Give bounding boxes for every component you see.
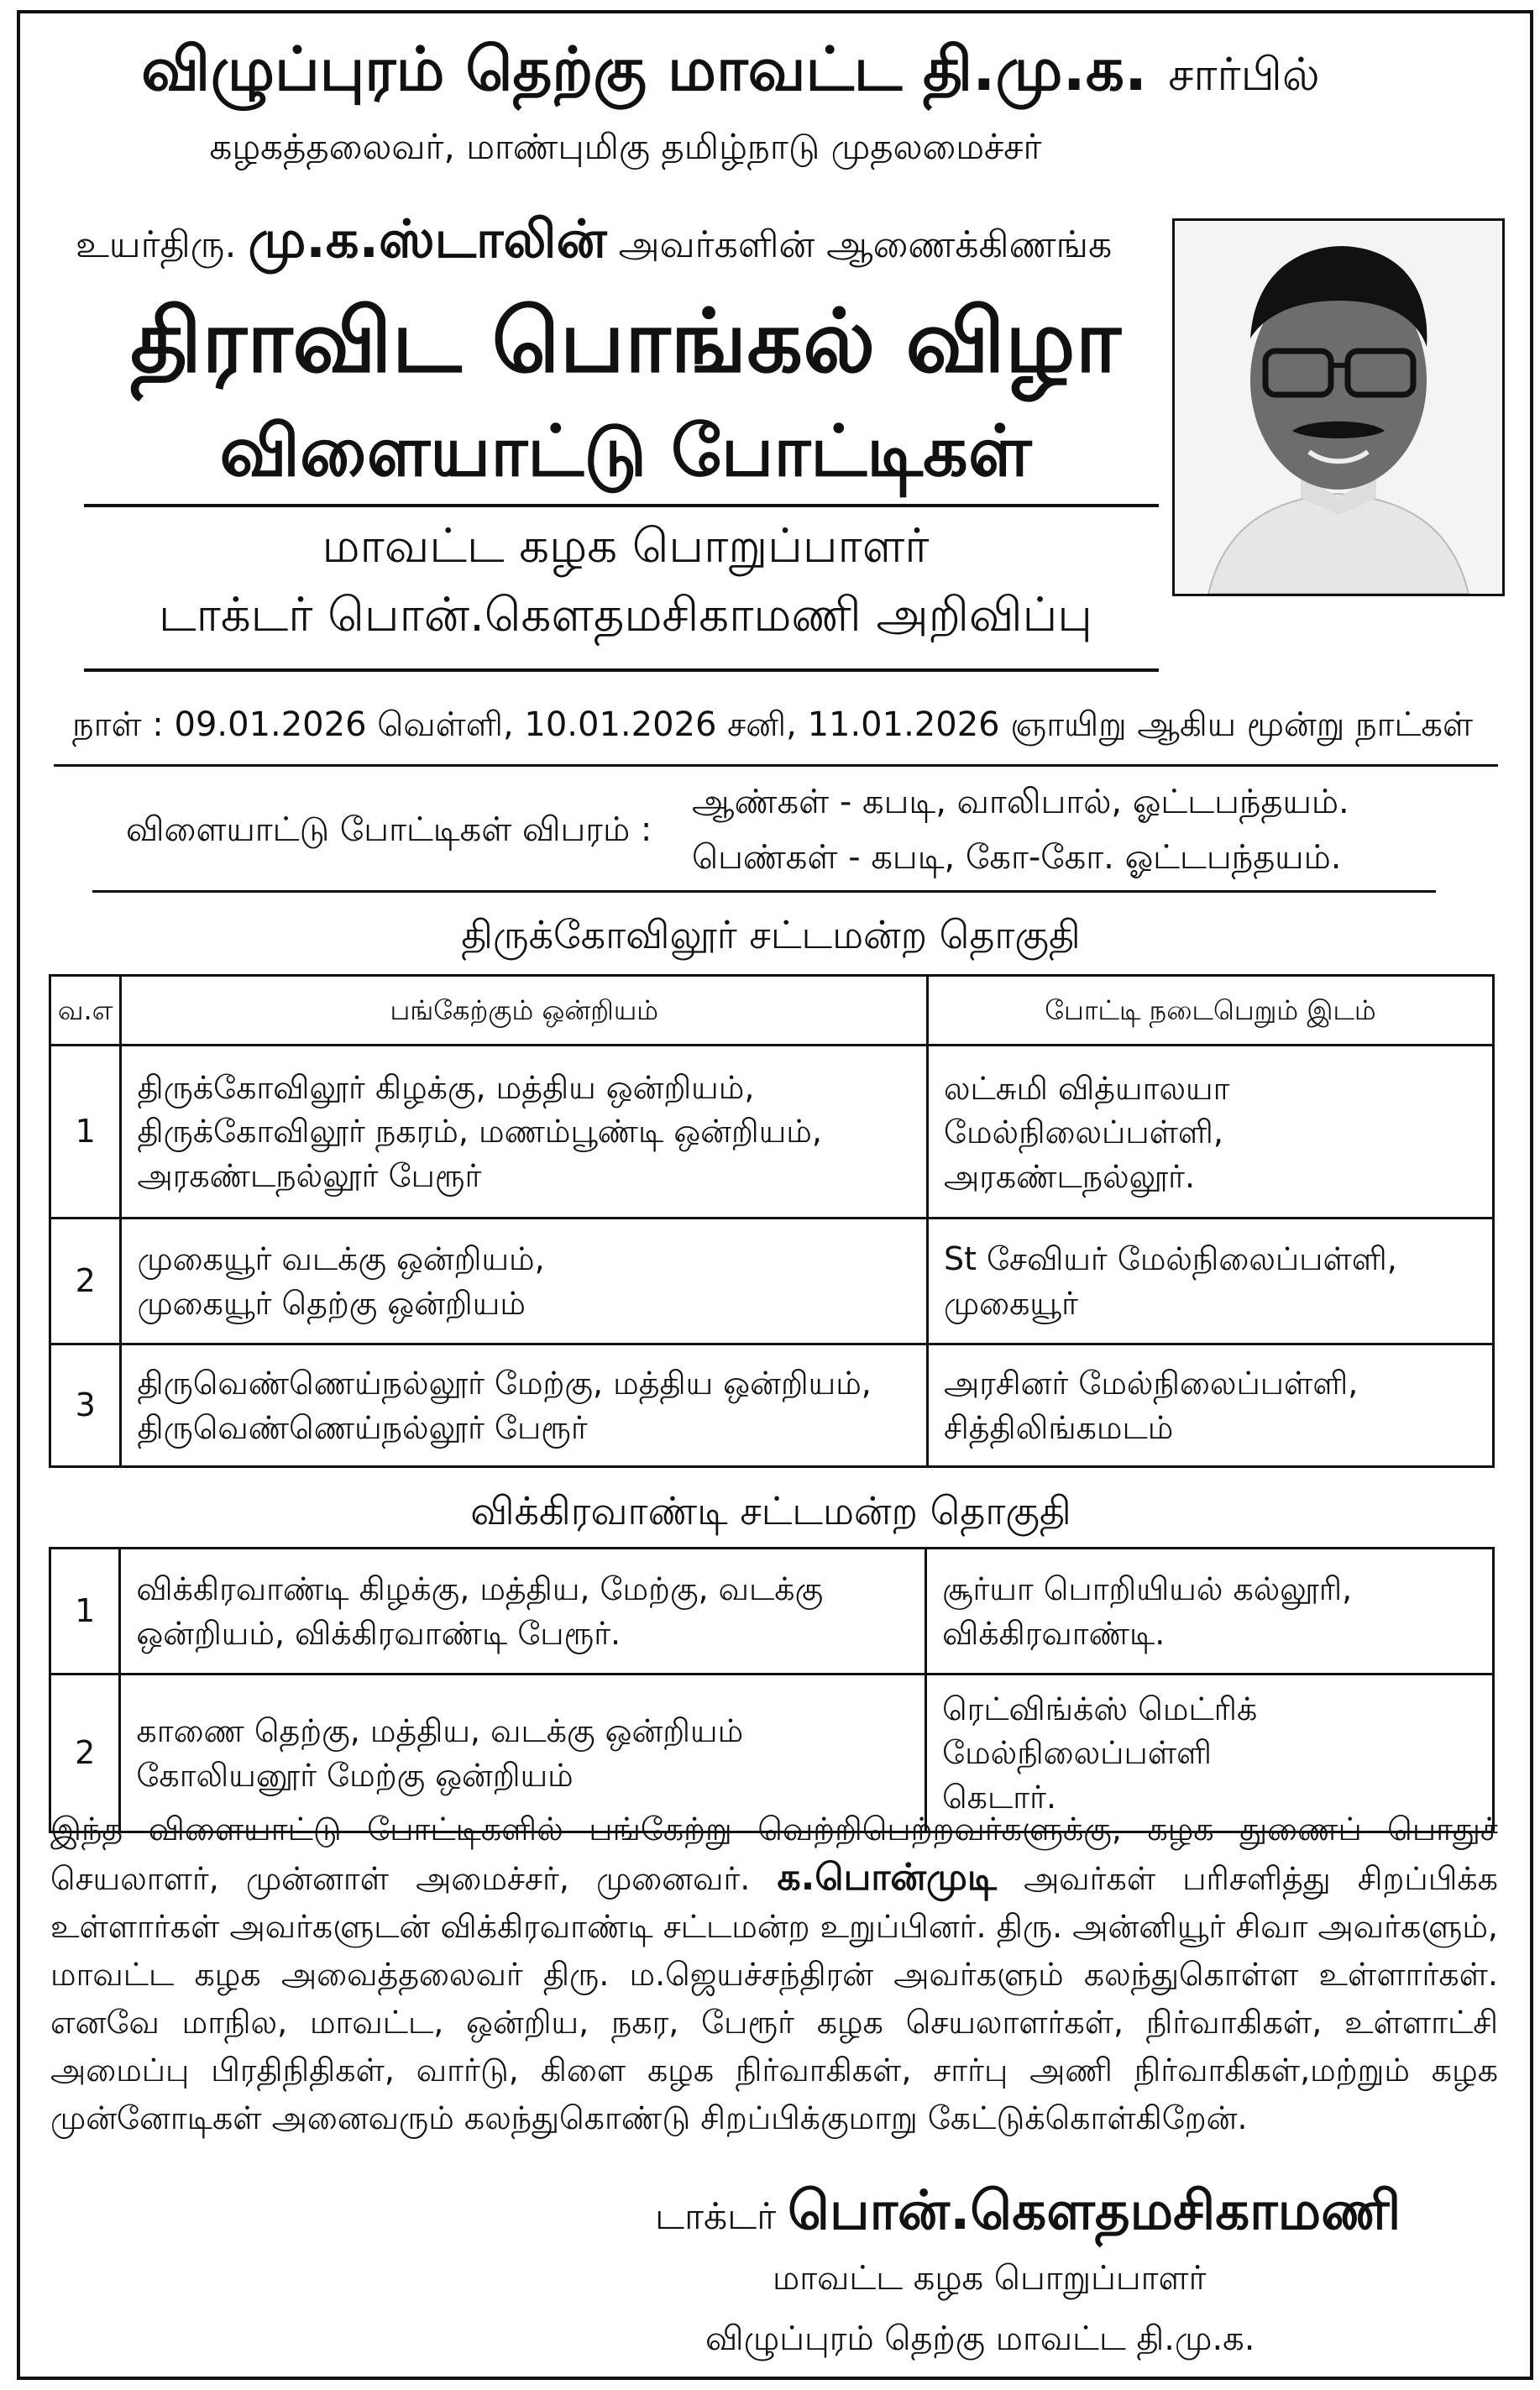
leader-name: மு.க.ஸ்டாலின் (248, 208, 607, 270)
table-header-row (50, 976, 1494, 1046)
row-unions: திருக்கோவிலூர் கிழக்கு, மத்திய ஒன்றியம், திருக்கோவிலூர் நகரம், மணம்பூண்டி ஒன்றியம், அரகண்டநல்லூர் பேரூர் (121, 1046, 927, 1219)
district-name: விழுப்புரம் தெற்கு மாவட்ட தி.மு.க. (141, 34, 1148, 104)
section1-table (49, 974, 1495, 1468)
section2-title: விக்கிரவாண்டி சட்டமன்ற தொகுதி (470, 1488, 1071, 1533)
row-venue: அரசினர் மேல்நிலைப்பள்ளி, சித்திலிங்கமடம் (927, 1344, 1493, 1467)
order-text: அவர்களின் ஆணைக்கிணங்க (618, 223, 1113, 266)
row-serial: 2 (50, 1675, 120, 1832)
row-serial: 1 (50, 1046, 121, 1219)
row-unions: முகையூர் வடக்கு ஒன்றியம், முகையூர் தெற்கு ஒன்றியம் (121, 1219, 927, 1344)
row-serial: 1 (50, 1549, 120, 1675)
event-subtitle: விளையாட்டு போட்டிகள் (219, 410, 1032, 492)
row-serial: 2 (50, 1219, 121, 1344)
section2-table (49, 1547, 1495, 1833)
table-row (50, 1549, 1494, 1675)
signature-name: டாக்டர் பொன்.கௌதமசிகாமணி (655, 2180, 1401, 2242)
portrait-photo (1172, 218, 1505, 596)
section1-title: திருக்கோவிலூர் சட்டமன்ற தொகுதி (461, 912, 1081, 957)
row-unions: திருவெண்ணெய்நல்லூர் மேற்கு, மத்திய ஒன்றியம், திருவெண்ணெய்நல்லூர் பேரூர் (121, 1344, 927, 1467)
divider-sports (92, 890, 1436, 893)
sports-women: பெண்கள் - கபடி, கோ-கோ. ஓட்டபந்தயம். (692, 838, 1342, 877)
row-venue: லட்சுமி வித்யாலயா மேல்நிலைப்பள்ளி, அரகண்டநல்லூர். (927, 1046, 1493, 1219)
event-dates: நாள் : 09.01.2026 வெள்ளி, 10.01.2026 சனி, 11.01.2026 ஞாயிறு ஆகிய மூன்று நாட்கள் (71, 705, 1474, 744)
table-row (50, 1046, 1494, 1219)
divider-bottom (84, 668, 1159, 672)
col-unions: பங்கேற்கும் ஒன்றியம் (121, 976, 927, 1046)
district-header (101, 34, 1360, 113)
district-suffix: சார்பில் (1168, 48, 1320, 101)
sports-label: விளையாட்டு போட்டிகள் விபரம் : (126, 810, 652, 849)
table-row (50, 1219, 1494, 1344)
divider-top (84, 504, 1159, 507)
col-venue: போட்டி நடைபெறும் இடம் (927, 976, 1493, 1046)
announcement-paragraph: இந்த விளையாட்டு போட்டிகளில் பங்கேற்று வெற்றிபெற்றவர்களுக்கு, கழக துணைப் பொதுச் செயலாளர், முன்னாள் அமைச்சர், முனைவர். க.பொன்முடி அவர்கள் பரிசளித்து சிறப்பிக்க உள்ளார்கள் அவர்களுடன் விக்கிரவாண்டி சட்டமன்ற உறுப்பினர். திரு. அன்னியூர் சிவா அவர்களும், மாவட்ட கழக அவைத்தலைவர் திரு. ம.ஜெயச்சந்திரன் அவர்களும் கலந்துகொள்ள உள்ளார்கள். எனவே மாநில, மாவட்ட, ஒன்றிய, நகர, பேரூர் கழக செயலாளர்கள், நிர்வாகிகள், உள்ளாட்சி அமைப்பு பிரதிநிதிகள், வார்டு, கிளை கழக நிர்வாகிகள், சார்பு அணி நிர்வாகிகள்,மற்றும் கழக முன்னோடிகள் அனைவரும் கலந்துகொண்டு சிறப்பிக்குமாறு கேட்டுக்கொள்கிறேன். (50, 1811, 1498, 2136)
table-row (50, 1344, 1494, 1467)
sports-men: ஆண்கள் - கபடி, வாலிபால், ஓட்டபந்தயம். (692, 783, 1349, 821)
col-serial: வ.எ (50, 976, 121, 1046)
row-venue: சூர்யா பொறியியல் கல்லூரி, விக்கிரவாண்டி. (926, 1549, 1494, 1675)
chief-guest-name: க.பொன்முடி (777, 1856, 997, 1899)
row-unions: காணை தெற்கு, மத்திய, வடக்கு ஒன்றியம் கோலியனூர் மேற்கு ஒன்றியம் (120, 1675, 926, 1832)
signature-org: விழுப்புரம் தெற்கு மாவட்ட தி.மு.க. (705, 2319, 1255, 2358)
announcer-name: டாக்டர் பொன்.கௌதமசிகாமணி அறிவிப்பு (159, 588, 1092, 642)
row-serial: 3 (50, 1344, 121, 1467)
row-venue: St சேவியர் மேல்நிலைப்பள்ளி, முகையூர் (927, 1219, 1493, 1344)
row-venue: ரெட்விங்க்ஸ் மெட்ரிக் மேல்நிலைப்பள்ளி கெடார். (926, 1675, 1494, 1832)
portrait-photo-icon (1175, 221, 1502, 594)
row-unions: விக்கிரவாண்டி கிழக்கு, மத்திய, மேற்கு, வடக்கு ஒன்றியம், விக்கிரவாண்டி பேரூர். (120, 1549, 926, 1675)
announcer-role: மாவட்ட கழக பொறுப்பாளர் (322, 519, 930, 574)
chief-minister-line (76, 208, 1176, 277)
leader-line: கழகத்தலைவர், மாண்புமிகு தமிழ்நாடு முதலமைச்சர் (209, 126, 1042, 167)
event-title: திராவிட பொங்கல் விழா (130, 290, 1121, 392)
honorific: உயர்திரு. (76, 223, 237, 266)
signature-role: மாவட்ட கழக பொறுப்பாளர் (773, 2259, 1207, 2298)
divider-dates (54, 764, 1498, 767)
